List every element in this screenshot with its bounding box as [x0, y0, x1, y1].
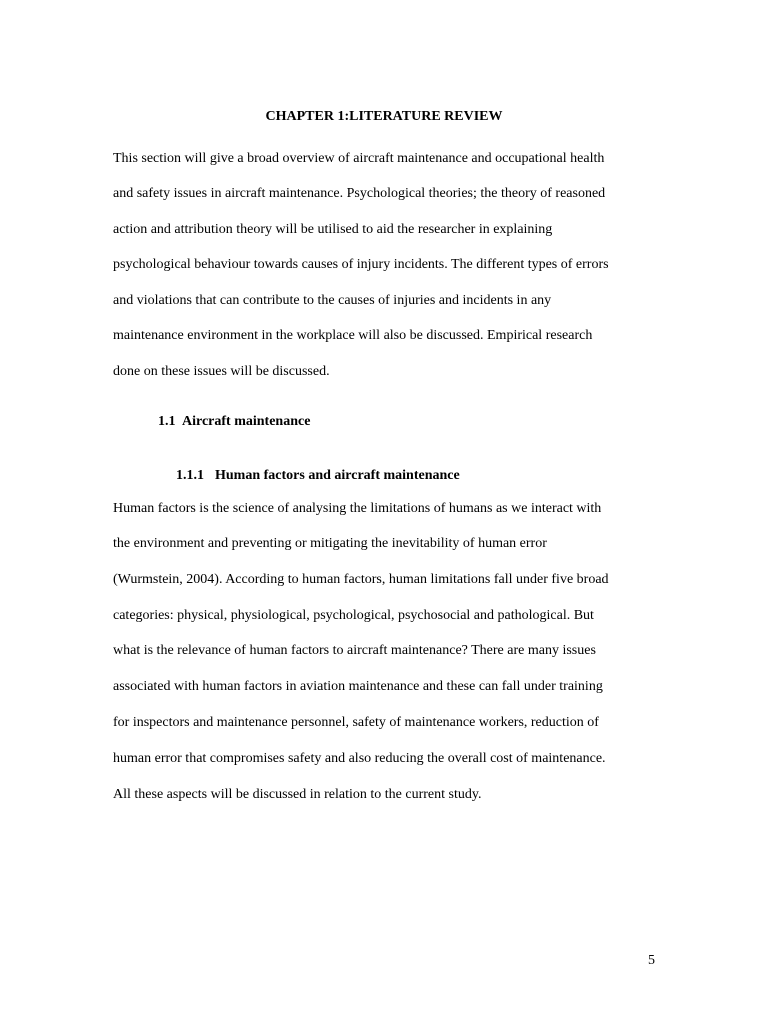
body-line: human error that compromises safety and also reducing the overall cost of maintenance.: [113, 751, 606, 766]
section-title: Human factors and aircraft maintenance: [215, 468, 460, 483]
section-heading-1-1-1: [176, 467, 460, 485]
intro-line: maintenance environment in the workplace will also be discussed. Empirical research: [113, 328, 593, 343]
intro-line: This section will give a broad overview of aircraft maintenance and occupational health: [113, 151, 605, 166]
intro-line: psychological behaviour towards causes of injury incidents. The different types of errors: [113, 257, 609, 272]
intro-line: action and attribution theory will be utilised to aid the researcher in explaining: [113, 222, 553, 237]
section-title: Aircraft maintenance: [182, 414, 311, 429]
body-line: All these aspects will be discussed in relation to the current study.: [113, 787, 482, 802]
intro-line: and violations that can contribute to the causes of injuries and incidents in any: [113, 293, 552, 308]
page-number: 5: [648, 953, 655, 968]
body-line: what is the relevance of human factors to aircraft maintenance? There are many issues: [113, 643, 596, 658]
section-number: 1.1.1: [176, 468, 204, 483]
section-heading-1-1: [158, 413, 310, 431]
intro-line: and safety issues in aircraft maintenance. Psychological theories; the theory of reasoned: [113, 186, 606, 201]
intro-line: done on these issues will be discussed.: [113, 364, 330, 379]
body-line: Human factors is the science of analysing the limitations of humans as we interact with: [113, 501, 602, 516]
body-line: the environment and preventing or mitigating the inevitability of human error: [113, 536, 547, 551]
body-line: for inspectors and maintenance personnel, safety of maintenance workers, reduction of: [113, 715, 599, 730]
section-number: 1.1: [158, 414, 176, 429]
body-line: categories: physical, physiological, psychological, psychosocial and pathological. But: [113, 608, 594, 623]
chapter-title: CHAPTER 1:LITERATURE REVIEW: [265, 109, 503, 124]
body-line: associated with human factors in aviation maintenance and these can fall under training: [113, 679, 603, 694]
body-line: (Wurmstein, 2004). According to human factors, human limitations fall under five broad: [113, 572, 609, 587]
